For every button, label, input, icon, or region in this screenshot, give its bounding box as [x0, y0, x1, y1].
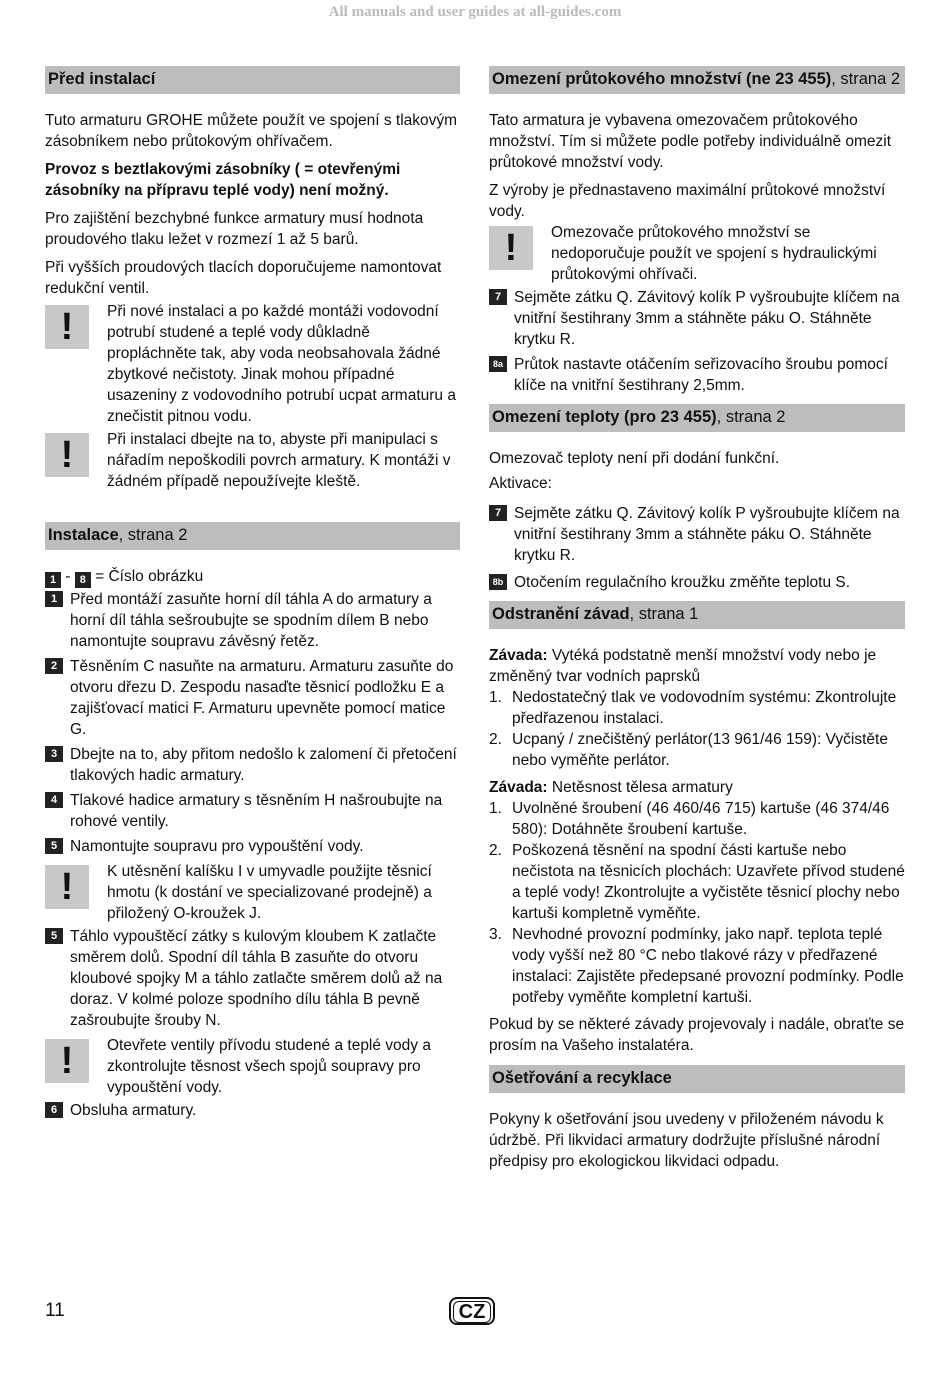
warning-icon: !: [45, 1039, 89, 1083]
install-step: 5 Táhlo vypouštěcí zátky s kulovým kloubem K zatlačte směrem dolů. Spodní díl táhla B zasuňte do otvoru kloubové spojky M a táhlo zatlačte směrem dolů až na doraz. V kolmé poloze spodního dílu táhla B pevně zašroubujte šrouby N.: [45, 926, 460, 1031]
warning-note: [45, 861, 460, 924]
figure-legend: 1 - 8 = Číslo obrázku: [45, 566, 460, 588]
right-column: [489, 66, 905, 1179]
warning-note: [489, 222, 905, 285]
warning-text: Otevřete ventily přívodu studené a teplé vody a zkontrolujte těsnost všech spojů soupravy pro vypouštění vody.: [107, 1037, 431, 1096]
install-step: 1 Před montáží zasuňte horní díl táhla A do armatury a horní díl táhla sešroubujte se spodním dílem B nebo namontujte soupravu závěsný řetěz.: [45, 589, 460, 652]
figure-number: 8a: [489, 356, 507, 372]
warning-icon: !: [45, 433, 89, 477]
figure-number: 1: [45, 591, 63, 607]
list-item: 2. Poškozená těsnění na spodní části kartuše nebo nečistota na těsnicích plochách: Uzavřete přívod studené a teplé vody! Zkontrolujte a vyčistěte těsnicí plochy nebo kartuši kompletně vyměňte.: [489, 842, 905, 922]
section-heading-care: Ošetřování a recyklace: [489, 1065, 905, 1093]
section-heading-flow-limit: Omezení průtokového množství (ne 23 455), strana 2: [489, 66, 905, 94]
paragraph: Pokyny k ošetřování jsou uvedeny v přiloženém návodu k údržbě. Při likvidaci armatury dodržujte příslušné národní předpisy pro ekologickou likvidaci odpadu.: [489, 1111, 884, 1170]
section-heading-before-install: Před instalací: [45, 66, 460, 94]
warning-note: [45, 301, 460, 427]
install-step: 6 Obsluha armatury.: [45, 1100, 460, 1121]
watermark: All manuals and user guides at all-guides.com: [328, 4, 622, 20]
warning-text: K utěsnění kalíšku I v umyvadle použijte těsnicí hmotu (k dostání ve specializované prodejně) a přiložený O-kroužek J.: [107, 863, 432, 922]
page-number: 11: [45, 1300, 65, 1321]
left-column: [45, 66, 460, 1125]
list-item: 1. Uvolněné šroubení (46 460/46 715) kartuše (46 374/46 580): Dotáhněte šroubení kartuše.: [489, 800, 890, 838]
figure-number: 7: [489, 505, 507, 521]
paragraph: Pro zajištění bezchybné funkce armatury musí hodnota proudového tlaku ležet v rozmezí 1 až 5 barů.: [45, 210, 424, 248]
instruction-step: 7 Sejměte zátku Q. Závitový kolík P vyšroubujte klíčem na vnitřní šestihrany 3mm a stáhněte páku O. Stáhněte krytku R.: [489, 503, 905, 566]
paragraph: Tato armatura je vybavena omezovačem průtokového množství. Tím si můžete podle potřeby individuálně omezit průtokové množství vody.: [489, 112, 892, 171]
instruction-step: 8a Průtok nastavte otáčením seřizovacího šroubu pomocí klíče na vnitřní šestihrany 2,5mm.: [489, 354, 905, 396]
figure-number: 8b: [489, 574, 507, 590]
list-item: 3. Nevhodné provozní podmínky, jako např. teplota teplé vody vyšší než 80 °C nebo tlakové rázy v předřazené instalaci: Zajistěte předepsané provozní podmínky. Podle potřeby vyměňte kompletní kartuši.: [489, 926, 904, 1006]
list-item: 1. Nedostatečný tlak ve vodovodním systému: Zkontrolujte předřazenou instalaci.: [489, 689, 897, 727]
section-heading-temp-limit: Omezení teploty (pro 23 455), strana 2: [489, 404, 905, 432]
figure-number: 2: [45, 658, 63, 674]
language-badge: CZ: [449, 1297, 495, 1325]
paragraph: Pokud by se některé závady projevovaly i nadále, obraťte se prosím na Vašeho instalatéra.: [489, 1016, 905, 1054]
warning-icon: !: [489, 226, 533, 270]
warning-icon: !: [45, 305, 89, 349]
figure-number: 3: [45, 746, 63, 762]
paragraph: Tuto armaturu GROHE můžete použít ve spojení s tlakovým zásobníkem nebo průtokovým ohřívačem.: [45, 112, 458, 150]
paragraph-bold: Provoz s beztlakovými zásobníky ( = otevřenými zásobníky na přípravu teplé vody) není možný.: [45, 161, 401, 199]
fault-causes-list: [489, 798, 905, 1008]
warning-text: Omezovače průtokového množství se nedoporučuje použít ve spojení s hydraulickými průtokovými ohřívači.: [551, 224, 877, 283]
figure-number: 8: [75, 572, 91, 588]
fault-description: Závada: Netěsnost tělesa armatury: [489, 779, 733, 796]
paragraph: Z výroby je přednastaveno maximální průtokové množství vody.: [489, 182, 886, 220]
section-heading-troubleshooting: Odstranění závad, strana 1: [489, 601, 905, 629]
install-step: 2 Těsněním C nasuňte na armaturu. Armaturu zasuňte do otvoru dřezu D. Zespodu nasaďte těsnicí podložku E a zajišťovací matici F. Armaturu upevněte pomocí matice G.: [45, 656, 460, 740]
figure-number: 4: [45, 792, 63, 808]
instruction-step: 7 Sejměte zátku Q. Závitový kolík P vyšroubujte klíčem na vnitřní šestihrany 3mm a stáhněte páku O. Stáhněte krytku R.: [489, 287, 905, 350]
instruction-step: 8b Otočením regulačního kroužku změňte teplotu S.: [489, 572, 905, 593]
fault-description: Závada: Vytéká podstatně menší množství vody nebo je změněný tvar vodních paprsků: [489, 647, 877, 685]
install-step: 5 Namontujte soupravu pro vypouštění vody.: [45, 836, 460, 857]
install-step: 4 Tlakové hadice armatury s těsněním H našroubujte na rohové ventily.: [45, 790, 460, 832]
figure-number: 6: [45, 1102, 63, 1118]
figure-number: 7: [489, 289, 507, 305]
paragraph: Omezovač teploty není při dodání funkční.: [489, 450, 780, 467]
warning-text: Při nové instalaci a po každé montáži vodovodní potrubí studené a teplé vody důkladně propláchněte tak, aby voda neobsahovala žádné zbytkové nečistoty. Jinak mohou případné usazeniny z vodovodního potrubí ucpat armaturu a znečistit pitnou vodu.: [107, 303, 456, 425]
figure-number: 5: [45, 838, 63, 854]
section-heading-installation: Instalace, strana 2: [45, 522, 460, 550]
warning-note: [45, 429, 460, 492]
warning-note: [45, 1035, 460, 1098]
paragraph: Při vyšších proudových tlacích doporučujeme namontovat redukční ventil.: [45, 259, 442, 297]
list-item: 2. Ucpaný / znečištěný perlátor(13 961/46 159): Vyčistěte nebo vyměňte perlátor.: [489, 731, 888, 769]
warning-text: Při instalaci dbejte na to, abyste při manipulaci s nářadím nepoškodili povrch armatury. K montáži v žádném případě nepoužívejte kleště.: [107, 431, 451, 490]
paragraph: Aktivace:: [489, 475, 552, 492]
figure-number: 1: [45, 572, 61, 588]
figure-number: 5: [45, 928, 63, 944]
install-step: 3 Dbejte na to, aby přitom nedošlo k zalomení či přetočení tlakových hadic armatury.: [45, 744, 460, 786]
warning-icon: !: [45, 865, 89, 909]
fault-causes-list: [489, 687, 905, 771]
